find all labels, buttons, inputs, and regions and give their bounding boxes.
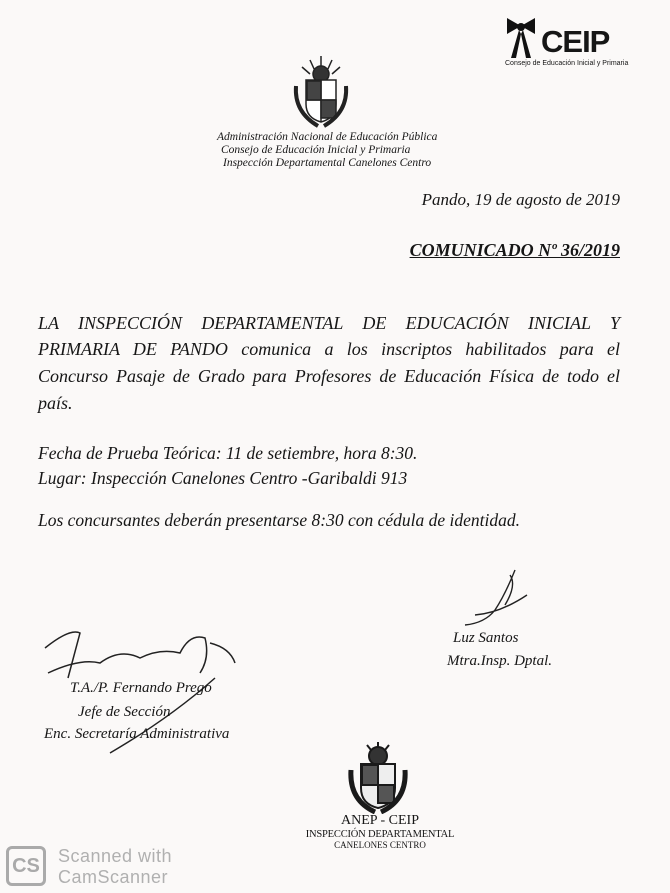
signer-role-left-2: Enc. Secretaría Administrativa (44, 726, 230, 742)
stamp-line: CANELONES CENTRO (334, 840, 426, 850)
signature-scribble-right (455, 565, 535, 635)
signer-role-right: Mtra.Insp. Dptal. (447, 653, 552, 669)
ceip-logo-subtitle: Consejo de Educación Inicial y Primaria (505, 60, 629, 67)
stamp-line: ANEP - CEIP (340, 813, 420, 828)
bow-icon (505, 18, 537, 60)
document-title: COMUNICADO Nº 36/2019 (409, 240, 620, 260)
body-paragraph-line: LA INSPECCIÓN DEPARTAMENTAL DE EDUCACIÓN INICIAL Y (38, 313, 620, 333)
camscanner-logo: CS (6, 846, 46, 886)
signer-name-right: Luz Santos (453, 630, 519, 646)
signer-role-left: Jefe de Sección (78, 704, 171, 720)
coat-of-arms-icon (290, 52, 352, 128)
watermark-line: Scanned with (58, 846, 173, 866)
date-line: Pando, 19 de agosto de 2019 (421, 190, 620, 209)
requirements-note: Los concursantes deberán presentarse 8:30 con cédula de identidad. (38, 510, 520, 530)
institution-header (217, 131, 437, 170)
body-paragraph-line: país. (38, 393, 73, 413)
ceip-logo-text: CEIP (541, 24, 610, 59)
body-paragraph-line: PRIMARIA DE PANDO comunica a los inscriptos habilitados para el (38, 339, 620, 359)
stamp (290, 813, 470, 850)
camscanner-watermark (58, 846, 172, 888)
header-line: Consejo de Educación Inicial y Primaria (221, 144, 411, 156)
exam-place: Lugar: Inspección Canelones Centro -Garibaldi 913 (38, 468, 408, 488)
stamp-coat-of-arms-icon (345, 742, 411, 814)
header-line: Administración Nacional de Educación Pública (217, 131, 438, 143)
exam-date: Fecha de Prueba Teórica: 11 de setiembre, hora 8:30. (38, 443, 418, 463)
stamp-line: INSPECCIÓN DEPARTAMENTAL (305, 829, 455, 840)
watermark-line: CamScanner (58, 867, 169, 887)
body-paragraph-line: Concurso Pasaje de Grado para Profesores de Educación Física de todo el (38, 366, 620, 386)
ceip-logo (505, 18, 628, 67)
signer-name-left: T.A./P. Fernando Prego (70, 680, 212, 696)
header-line: Inspección Departamental Canelones Centro (223, 157, 432, 169)
